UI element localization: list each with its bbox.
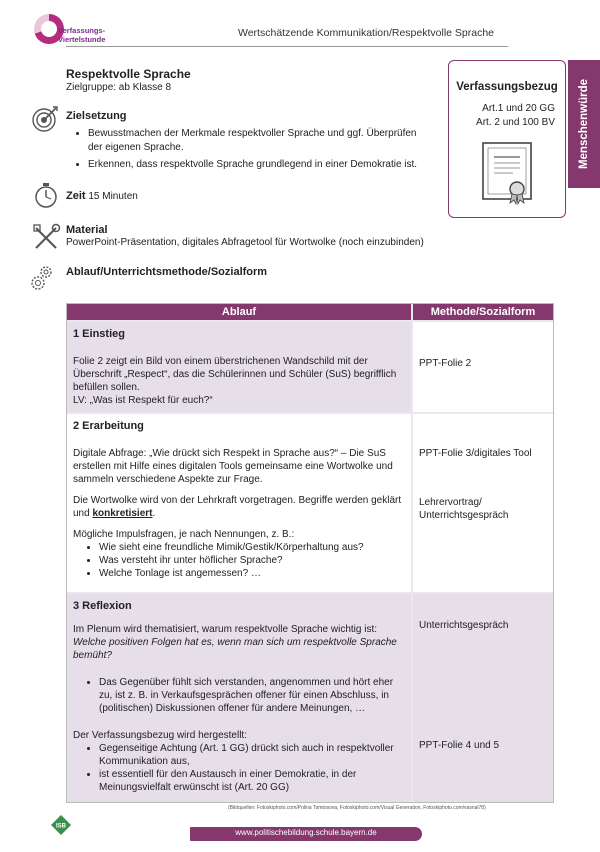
- table-row-1-methode: [413, 322, 553, 412]
- isb-logo-text: ISB: [55, 823, 67, 830]
- ablauf-heading: Ablauf/Unterrichtsmethode/Sozialform: [66, 266, 268, 278]
- table-row-2-ablauf: [67, 414, 411, 592]
- row3-bullet-2: • Gegenseitige Achtung (Art. 1 GG) drückt sich auch in respektvoller Kommunikation aus,: [99, 742, 405, 768]
- col-header-methode: Methode/Sozialform: [413, 304, 553, 320]
- lesson-title: Respektvolle Sprache: [66, 67, 191, 81]
- row2-method2a: Lehrervortrag/: [419, 497, 482, 508]
- row3-method2: PPT-Folie 4 und 5: [419, 740, 500, 751]
- side-tab: [568, 60, 600, 188]
- zielsetzung-bullet-1: • Bewusstmachen der Merkmale respektvoller Sprache und ggf. Überprüfen der eigenen Sprache.: [88, 127, 430, 154]
- image-credits: (Bildquellen: Fotoskiphoto.com/Polina Tomtosova, Fotoskiphoto.com/Visual Generation, Fotoskiphoto.com/vasnal78): [228, 805, 486, 811]
- table-row-3-ablauf: [67, 594, 411, 802]
- zeit-value: 15 Minuten: [88, 191, 138, 202]
- row1-lv: LV: „Was ist Respekt für euch?“: [73, 395, 213, 406]
- row2-bullet-2: • Was versteht ihr unter höflicher Sprache?: [99, 554, 405, 567]
- row3-bullets2: [73, 742, 405, 794]
- zielgruppe: Zielgruppe: ab Klasse 8: [66, 82, 172, 93]
- target-icon: [30, 104, 60, 134]
- row2-title: 2 Erarbeitung: [73, 420, 144, 432]
- row3-bullet-1: • Das Gegenüber fühlt sich verstanden, angenommen und hört eher zu, ist z. B. in Verkaufsgesprächen offener für einen Abschluss, in (politischen) Diskussionen offener für andere Meinungen, …: [99, 676, 405, 715]
- row3-question: Welche positiven Folgen hat es, wenn man sich um respektvolle Sprache bemüht?: [73, 637, 397, 661]
- row2-method2b: Unterrichtsgespräch: [419, 510, 509, 521]
- row2-p2-end: .: [152, 508, 156, 519]
- verfassungsbezug-box: [448, 60, 566, 218]
- row1-method: PPT-Folie 2: [419, 358, 472, 369]
- header-divider: [66, 46, 508, 47]
- material-heading: Material: [66, 224, 108, 236]
- gears-icon: [28, 262, 58, 292]
- col-header-ablauf: Ablauf: [67, 304, 411, 320]
- row2-p2-emphasis: konkretisiert: [92, 508, 153, 519]
- row3-bullets1: [73, 676, 405, 715]
- verfassungsbezug-line2: Art. 2 und 100 BV: [476, 117, 555, 128]
- verfassungsbezug-line1: Art.1 und 20 GG: [482, 103, 555, 114]
- zeit-heading: Zeit: [66, 190, 86, 202]
- row3-method1: Unterrichtsgespräch: [419, 620, 509, 631]
- material-text: PowerPoint-Präsentation, digitales Abfragetool für Wortwolke (noch einzubinden): [66, 237, 424, 248]
- stopwatch-icon: [32, 180, 62, 210]
- row1-text: Folie 2 zeigt ein Bild von einem überstrichenen Wandschild mit der Überschrift „Respect“, das die Schülerinnen und Schüler (SuS) begrifflich befüllen sollen.: [73, 356, 397, 393]
- row3-title: 3 Reflexion: [73, 600, 132, 612]
- isb-logo-icon: [50, 814, 72, 836]
- zielsetzung-list: [70, 127, 430, 176]
- zielsetzung-heading: Zielsetzung: [66, 110, 127, 122]
- row2-p1: Digitale Abfrage: „Wie drückt sich Respekt in Sprache aus?“ – Die SuS erstellen mit Hilfe eines digitalen Tools gemeinsame eine Wortwolke und sammeln verschiedene Aspekte zur Frage.: [73, 448, 393, 485]
- row2-p3: Mögliche Impulsfragen, je nach Nennungen, z. B.:: [73, 529, 295, 540]
- logo-text-line2: Viertelstunde: [58, 35, 106, 44]
- verfassungsbezug-title: Verfassungsbezug: [456, 81, 558, 93]
- row3-p2: Der Verfassungsbezug wird hergestellt:: [73, 730, 247, 741]
- row3-bullet-3: • ist essentiell für den Austausch in einer Demokratie, in der Meinungsvielfalt erwünscht ist (Art. 20 GG): [99, 768, 405, 794]
- row2-method1: PPT-Folie 3/digitales Tool: [419, 448, 532, 459]
- header-title: Wertschätzende Kommunikation/Respektvolle Sprache: [238, 27, 495, 39]
- footer-url[interactable]: www.politischebildung.schule.bayern.de: [235, 828, 377, 837]
- row2-p2-text: Die Wortwolke wird von der Lehrkraft vorgetragen. Begriffe werden geklärt und: [73, 495, 402, 519]
- row3-p1: Im Plenum wird thematisiert, warum respektvolle Sprache wichtig ist:: [73, 624, 377, 635]
- side-tab-label: Menschenwürde: [578, 78, 590, 170]
- logo-text-line1: Verfassungs-: [58, 26, 106, 35]
- zielsetzung-bullet-2: • Erkennen, dass respektvolle Sprache grundlegend in einer Demokratie ist.: [88, 158, 430, 172]
- logo: [34, 14, 112, 48]
- ablauf-table: [66, 303, 554, 803]
- tools-icon: [32, 222, 62, 252]
- table-row-2-methode: [413, 414, 553, 592]
- row2-bullet-3: • Welche Tonlage ist angemessen? …: [99, 567, 405, 580]
- footer-url-link[interactable]: [190, 827, 422, 841]
- table-row-3-methode: [413, 594, 553, 802]
- certificate-icon: [477, 139, 537, 205]
- zeit-row: [66, 190, 138, 202]
- row2-bullets: [73, 541, 405, 580]
- table-row-1-ablauf: [67, 322, 411, 412]
- row1-title: 1 Einstieg: [73, 328, 125, 340]
- row2-bullet-1: • Wie sieht eine freundliche Mimik/Gestik/Körperhaltung aus?: [99, 541, 405, 554]
- row2-p2: [73, 494, 405, 520]
